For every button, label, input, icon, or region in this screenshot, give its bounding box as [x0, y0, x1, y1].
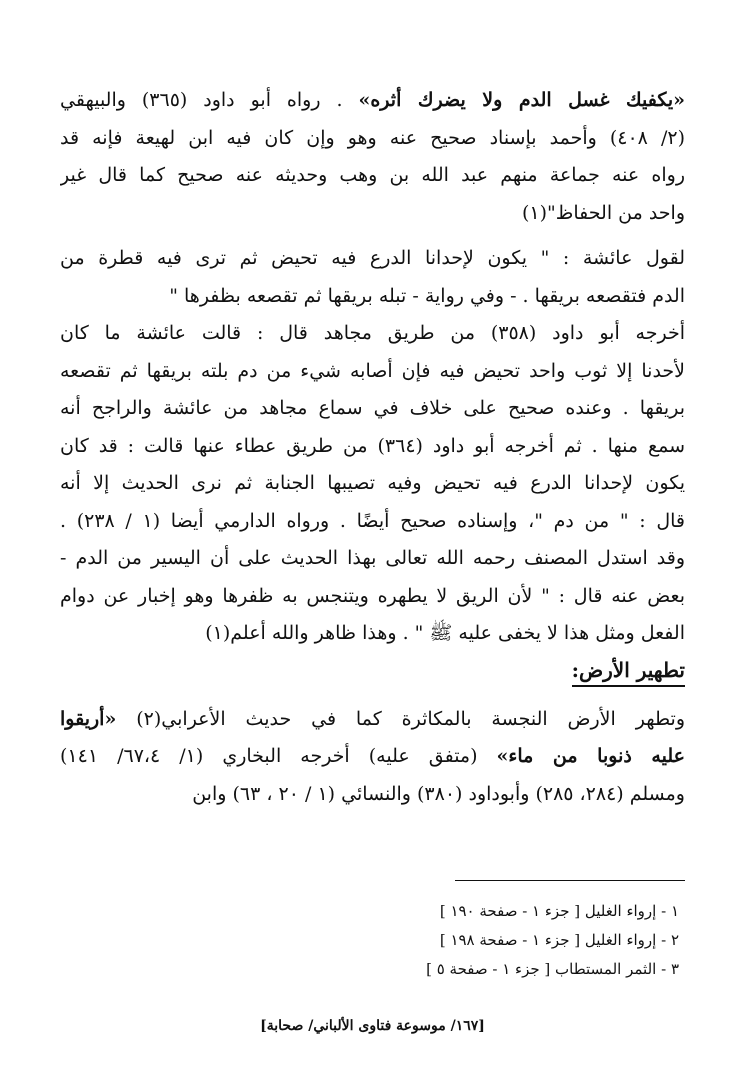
- text-run: وتطهر الأرض النجسة بالمكاثرة كما في حديث الأعرابي(٢): [116, 707, 685, 730]
- bold-quote: «يكفيك غسل الدم ولا يضرك أثره»: [358, 89, 685, 111]
- text-line: [60, 701, 685, 739]
- text-line: [60, 157, 685, 195]
- section-heading: تطهير الأرض:: [572, 655, 685, 687]
- text-line: [60, 82, 685, 120]
- text-line: [60, 240, 685, 278]
- footnote-separator: [455, 880, 685, 881]
- text-run: الفعل ومثل هذا لا يخفى عليه ﷺ " . وهذا ظاهر والله أعلم(١): [205, 622, 685, 644]
- paragraph: [60, 82, 685, 232]
- text-line: [60, 428, 685, 466]
- text-run: أخرجه أبو داود (٣٥٨) من طريق مجاهد قال : قالت عائشة ما كان: [60, 322, 685, 344]
- page-footer: [١٦٧/ موسوعة فتاوى الألباني/ صحابة]: [260, 1018, 485, 1034]
- bold-quote: عليه ذنوبا من ماء»: [496, 745, 685, 767]
- text-run: (متفق عليه) أخرجه البخاري (١/ ٦٧،٤/ ١٤١): [60, 745, 497, 767]
- text-run: الدم فتقصعه بريقها . - وفي رواية - تبله بريقها ثم تقصعه بظفرها ": [169, 284, 685, 307]
- text-line: [60, 353, 685, 391]
- text-run: واحد من الحفاظ"(١): [522, 201, 685, 224]
- text-run: رواه عنه جماعة منهم عبد الله بن وهب وحديثه عنه صحيح كما قال غير: [60, 164, 685, 186]
- text-line: [60, 578, 685, 616]
- text-line: [60, 503, 685, 541]
- main-text: [60, 82, 685, 813]
- text-run: بريقها . وعنده صحيح على خلاف في سماع مجاهد من عائشة والراجح أنه: [60, 397, 685, 419]
- text-line: [60, 195, 685, 233]
- text-run: وقد استدل المصنف رحمه الله تعالى بهذا الحديث على أن اليسير من الدم -: [60, 547, 685, 569]
- bold-quote: «أريقوا: [60, 707, 117, 730]
- text-run: سمع منها . ثم أخرجه أبو داود (٣٦٤) من طريق عطاء عنها قالت : قد كان: [60, 434, 685, 457]
- text-line: [60, 120, 685, 158]
- text-line: [60, 315, 685, 353]
- text-line: [60, 738, 685, 776]
- text-run: ومسلم (٢٨٤، ٢٨٥) وأبوداود (٣٨٠) والنسائي (١ / ٢٠ ، ٦٣) وابن: [192, 782, 685, 805]
- text-line: [60, 390, 685, 428]
- text-run: يكون لإحدانا الدرع فيه تحيض وفيه تصيبها الجنابة ثم نرى الحديث إلا أنه: [60, 472, 685, 494]
- footnote-item: ٣ - الثمر المستطاب [ جزء ١ - صفحة ٥ ]: [426, 960, 679, 978]
- footnotes: [279, 897, 679, 984]
- footnote-item: ٢ - إرواء الغليل [ جزء ١ - صفحة ١٩٨ ]: [439, 931, 679, 949]
- paragraph: [60, 240, 685, 315]
- text-run: لقول عائشة : " يكون لإحدانا الدرع فيه تحيض ثم ترى فيه قطرة من: [60, 247, 685, 269]
- paragraph: [60, 701, 685, 814]
- text-run: (٢/ ٤٠٨) وأحمد بإسناد صحيح عنه وهو وإن كان فيه ابن لهيعة فإنه قد: [60, 126, 685, 149]
- paragraph: [60, 315, 685, 653]
- text-run: . رواه أبو داود (٣٦٥) والبيهقي: [60, 89, 359, 111]
- text-line: [60, 776, 685, 814]
- text-line: [60, 278, 685, 316]
- text-line: [60, 465, 685, 503]
- text-run: لأحدنا إلا ثوب واحد تحيض فيه فإن أصابه شيء من دم بلته بريقها ثم تقصعه: [60, 359, 685, 382]
- text-line: [60, 615, 685, 653]
- text-run: قال : " من دم "، وإسناده صحيح أيضًا . ورواه الدارمي أيضا (١ / ٢٣٨) .: [60, 509, 685, 532]
- text-line: [60, 540, 685, 578]
- footnote-item: ١ - إرواء الغليل [ جزء ١ - صفحة ١٩٠ ]: [439, 902, 679, 920]
- text-run: بعض عنه قال : " لأن الريق لا يطهره ويتنجس به ظفرها وهو إخبار عن دوام: [60, 584, 685, 607]
